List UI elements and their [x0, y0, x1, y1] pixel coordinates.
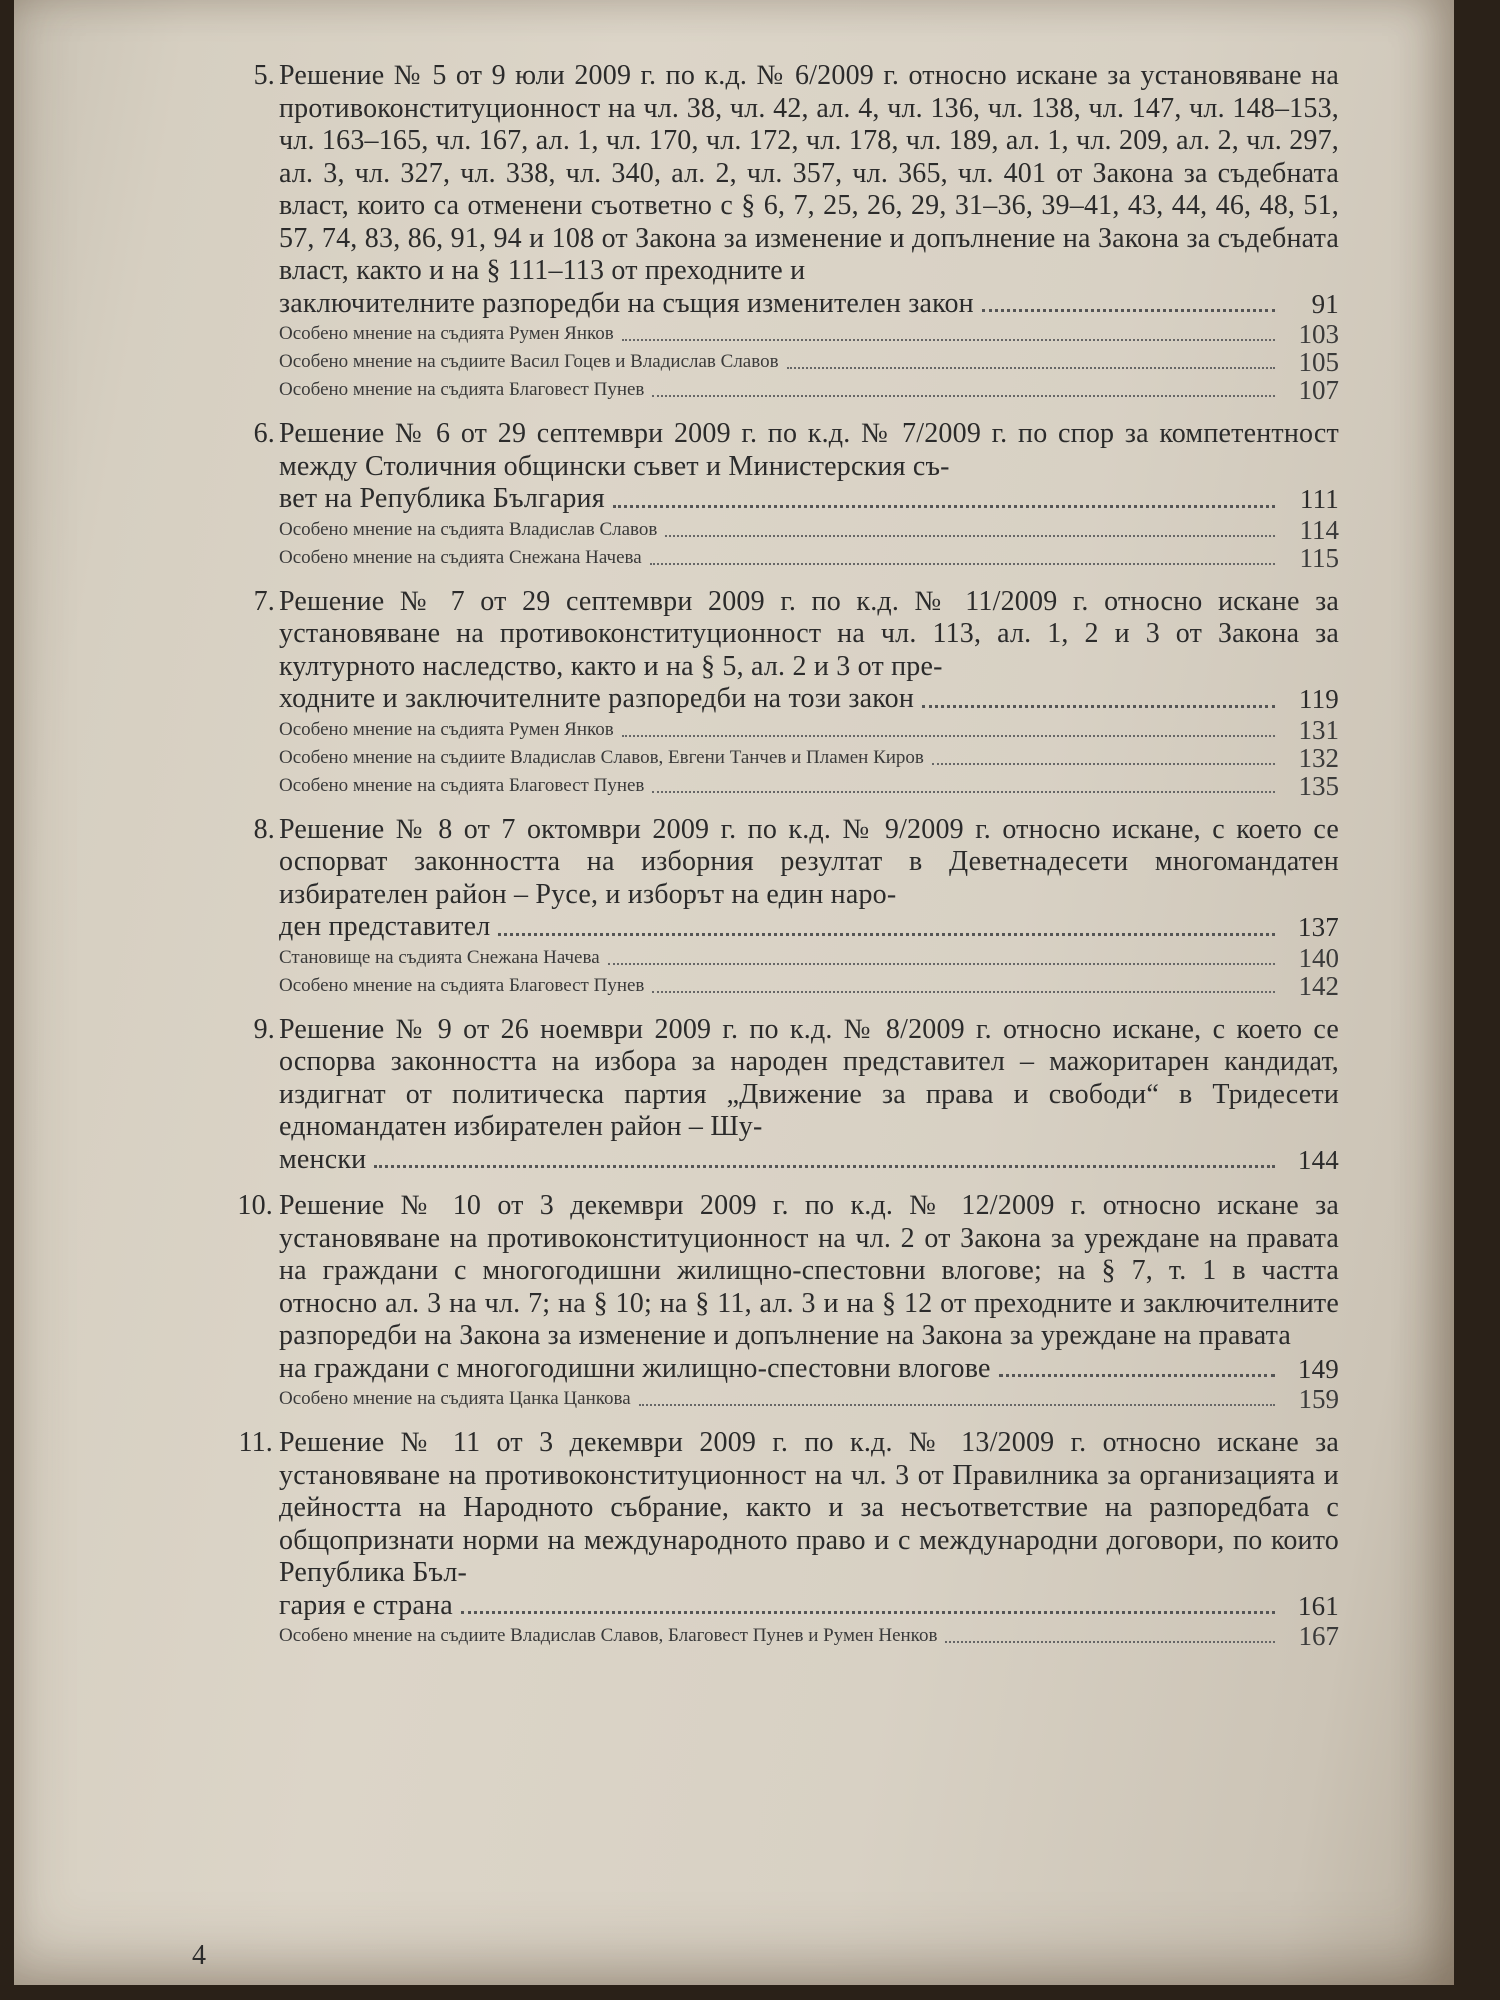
dissent-line	[229, 320, 1339, 348]
leader-dots	[608, 963, 1275, 965]
toc-entry-main	[229, 60, 1339, 320]
book-page	[14, 0, 1454, 1985]
entry-title-end: ходните и заключителните разпоредби на този закон	[279, 683, 915, 714]
dissent-text: Особено мнение на съдиите Васил Гоцев и Владислав Славов	[279, 351, 779, 372]
dissent-line	[229, 348, 1339, 376]
dissent-line	[229, 744, 1339, 772]
leader-dots	[652, 991, 1275, 993]
entry-title: Решение № 10 от 3 декември 2009 г. по к.д. № 12/2009 г. относно искане за установяване на противоконституционност на чл. 2 от Закона за уреждане на правата на граждани с многогодишни жилищно-спестовни влогове; на § 7, т. 1 в частта относно ал. 3 на чл. 7; на § 10; на § 11, ал. 3 и на § 12 от преходните и заключителните разпоредби на Закона за изменение и допълнение на Закона за уреждане на правата	[279, 1190, 1339, 1351]
toc-entry-main	[229, 1014, 1339, 1177]
page-ref: 167	[1298, 1621, 1339, 1651]
entry-title-last-line	[279, 1144, 1339, 1177]
entry-title-end: вет на Република България	[279, 483, 605, 514]
dissent-text: Особено мнение на съдиите Владислав Славов, Благовест Пунев и Румен Ненков	[279, 1625, 938, 1646]
toc-entry-main	[229, 586, 1339, 716]
page-ref: 131	[1298, 714, 1339, 745]
dissent-text: Особено мнение на съдията Румен Янков	[279, 323, 614, 344]
leader-dots	[461, 1611, 1275, 1614]
entry-number: 11.	[238, 1427, 273, 1458]
dissent-line	[229, 944, 1339, 972]
dissent-line	[229, 376, 1339, 404]
leader-dots	[622, 735, 1275, 737]
page-ref: 111	[1299, 484, 1339, 514]
dissent-text: Особено мнение на съдията Румен Янков	[279, 718, 614, 740]
toc-entry	[229, 1014, 1339, 1177]
toc-entry	[229, 1427, 1339, 1650]
dissent-line	[229, 716, 1339, 744]
page-ref: 140	[1298, 942, 1339, 973]
entry-title: Решение № 7 от 29 септември 2009 г. по к.д. № 11/2009 г. относно искане за установяване на противоконституционност на чл. 113, ал. 1, 2 и 3 от Закона за културното наследство, както и на § 5, ал. 2 и 3 от пре-	[279, 585, 1339, 682]
dissent-line	[229, 516, 1339, 544]
page-ref: 142	[1298, 970, 1339, 1001]
dissent-text: Особено мнение на съдията Владислав Славов	[279, 518, 658, 540]
leader-dots	[999, 1374, 1275, 1377]
toc-entry	[229, 60, 1339, 404]
toc-entry-main	[229, 1427, 1339, 1622]
entry-title-last-line	[279, 288, 1339, 321]
toc-entry-main	[229, 814, 1339, 944]
leader-dots	[622, 339, 1275, 341]
entry-number: 10.	[237, 1190, 273, 1221]
entry-title-last-line	[279, 1590, 1339, 1623]
page-ref: 144	[1297, 1144, 1339, 1175]
leader-dots	[498, 933, 1275, 936]
toc-entry	[229, 586, 1339, 800]
page-ref: 135	[1298, 770, 1339, 801]
leader-dots	[982, 309, 1275, 312]
page-ref: 105	[1298, 347, 1339, 377]
entry-number: 8.	[253, 813, 275, 845]
dissent-line	[229, 1385, 1339, 1413]
entry-title: Решение № 5 от 9 юли 2009 г. по к.д. № 6/2009 г. относно искане за установяване на противоконституционност на чл. 38, чл. 42, ал. 4, чл. 136, чл. 138, чл. 147, чл. 148–153, чл. 163–165, чл. 167, ал. 1, чл. 170, чл. 172, чл. 178, чл. 189, ал. 1, чл. 209, ал. 2, чл. 297, ал. 3, чл. 327, чл. 338, чл. 340, ал. 2, чл. 357, чл. 365, чл. 401 от Закона за съдебната власт, които са отменени съответно с § 6, 7, 25, 26, 29, 31–36, 39–41, 43, 44, 46, 48, 51, 57, 74, 83, 86, 91, 94 и 108 от Закона за изменение и допълнение на Закона за съдебната власт, както и на § 111–113 от преходните и	[279, 60, 1339, 286]
dissent-line	[229, 972, 1339, 1000]
entry-title-end: на граждани с многогодишни жилищно-спестовни влогове	[279, 1352, 991, 1384]
page-ref: 114	[1299, 514, 1339, 545]
entry-number: 6.	[253, 418, 275, 449]
dissent-line	[229, 544, 1339, 572]
dissent-text: Особено мнение на съдията Цанка Цанкова	[279, 1388, 631, 1409]
entry-title: Решение № 8 от 7 октомври 2009 г. по к.д. № 9/2009 г. относно искане, с което се оспорват законността на изборния резултат в Деветнадесети многомандатен избирателен район – Русе, и изборът на един наро-	[279, 813, 1339, 910]
page-ref: 119	[1298, 684, 1339, 714]
table-of-contents	[229, 60, 1339, 1664]
page-ref: 137	[1297, 912, 1339, 942]
entry-number: 5.	[253, 60, 275, 91]
entry-title-end: заключителните разпоредби на същия изменителен закон	[279, 287, 974, 319]
page-ref: 103	[1298, 319, 1339, 349]
entry-title: Решение № 11 от 3 декември 2009 г. по к.д. № 13/2009 г. относно искане за установяване на противоконституционност на чл. 3 от Правилника за организацията и дейността на Народното събрание, както и за несъответствие на разпоредбата с общопризнати норми на международното право и с международни договори, по които Република Бъл-	[279, 1427, 1339, 1588]
entry-title-end: гария е страна	[279, 1589, 453, 1621]
page-ref: 115	[1299, 542, 1339, 573]
toc-entry-main	[229, 1190, 1339, 1385]
entry-title: Решение № 9 от 26 ноември 2009 г. по к.д. № 8/2009 г. относно искане, с което се оспорва законността на избора за народен представител – мажоритарен кандидат, издигнат от политическа партия „Движение за права и свободи“ в Тридесети едномандатен избирателен район – Шу-	[279, 1013, 1339, 1142]
page-ref: 159	[1298, 1384, 1339, 1414]
leader-dots	[652, 791, 1275, 793]
page-number: 4	[192, 1940, 206, 1971]
toc-entry	[229, 814, 1339, 1000]
leader-dots	[665, 535, 1275, 537]
toc-entry-main	[229, 418, 1339, 516]
entry-title-last-line	[279, 683, 1339, 716]
leader-dots	[639, 1404, 1275, 1406]
page-ref: 132	[1298, 742, 1339, 773]
page-ref: 91	[1311, 288, 1339, 319]
entry-title-last-line	[279, 1353, 1339, 1386]
dissent-text: Особено мнение на съдията Благовест Пунев	[279, 774, 645, 796]
leader-dots	[787, 367, 1275, 369]
dissent-line	[229, 772, 1339, 800]
leader-dots	[650, 563, 1275, 565]
page-ref: 161	[1297, 1590, 1339, 1621]
page-ref: 149	[1297, 1353, 1339, 1384]
entry-number: 7.	[253, 585, 275, 617]
dissent-text: Особено мнение на съдиите Владислав Славов, Евгени Танчев и Пламен Киров	[279, 746, 924, 768]
entry-title-last-line	[279, 483, 1339, 516]
leader-dots	[922, 705, 1275, 708]
entry-title-end: менски	[279, 1143, 367, 1175]
leader-dots	[652, 395, 1275, 397]
dissent-text: Особено мнение на съдията Снежана Начева	[279, 546, 642, 568]
leader-dots	[374, 1165, 1275, 1168]
entry-title-end: ден представител	[279, 911, 491, 942]
dissent-text: Особено мнение на съдията Благовест Пунев	[279, 974, 645, 996]
page-ref: 107	[1298, 375, 1339, 405]
entry-number: 9.	[253, 1013, 275, 1045]
leader-dots	[945, 1641, 1275, 1643]
toc-entry	[229, 1190, 1339, 1413]
leader-dots	[932, 763, 1275, 765]
dissent-text: Особено мнение на съдията Благовест Пунев	[279, 379, 645, 400]
dissent-line	[229, 1622, 1339, 1650]
leader-dots	[613, 505, 1275, 508]
toc-entry	[229, 418, 1339, 572]
dissent-text: Становище на съдията Снежана Начева	[279, 946, 600, 968]
entry-title-last-line	[279, 911, 1339, 944]
entry-title: Решение № 6 от 29 септември 2009 г. по к.д. № 7/2009 г. по спор за компетентност между Столичния общински съвет и Министерския съ-	[279, 418, 1339, 482]
